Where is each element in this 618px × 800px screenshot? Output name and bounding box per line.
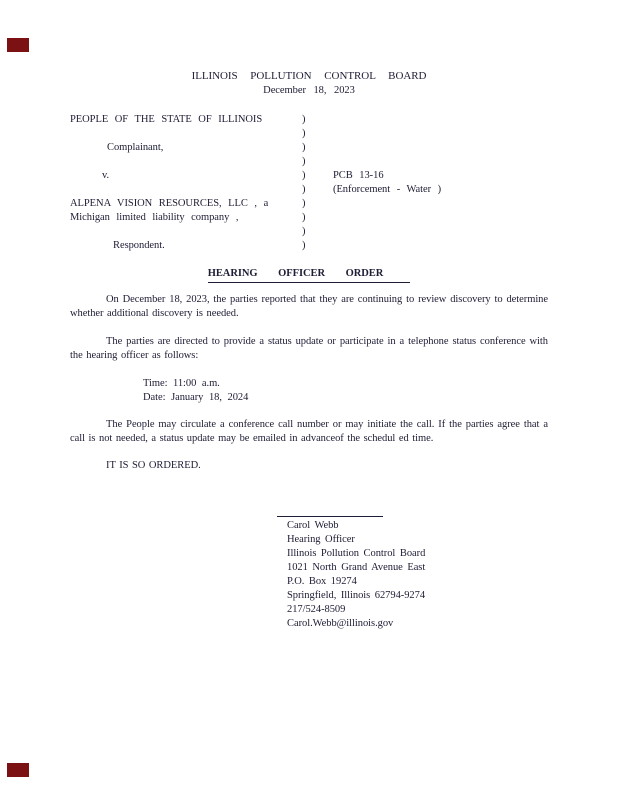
order-heading: HEARING OFFICER ORDER <box>208 267 411 283</box>
signer-address-street: 1021 North Grand Avenue East <box>287 562 426 573</box>
signature-line <box>277 516 383 517</box>
caption-paren: ) <box>302 170 306 181</box>
caption-row <box>70 169 548 183</box>
respondent-name-line1: ALPENA VISION RESOURCES, LLC , a <box>70 198 269 209</box>
paragraph-status-directive: The parties are directed to provide a status update or participate in a telephone status conference with the hearing officer as follows: <box>70 336 548 361</box>
conference-time: Time: 11:00 a.m. <box>143 378 220 389</box>
caption-row <box>70 155 548 169</box>
caption-paren: ) <box>302 142 306 153</box>
caption-paren: ) <box>302 114 306 125</box>
caption-row <box>70 183 548 197</box>
caption-row <box>70 141 548 155</box>
red-scan-mark-top <box>7 38 29 52</box>
signer-phone: 217/524-8509 <box>287 604 346 615</box>
respondent-name-line2: Michigan limited liability company , <box>70 212 239 223</box>
red-scan-mark-bottom <box>7 763 29 777</box>
caption-row <box>70 225 548 239</box>
caption-paren: ) <box>302 156 306 167</box>
order-heading-wrap <box>0 267 618 283</box>
case-caption <box>70 113 548 253</box>
caption-row <box>70 113 548 127</box>
caption-paren: ) <box>302 128 306 139</box>
signer-organization: Illinois Pollution Control Board <box>287 548 426 559</box>
paragraph-discovery-status: On December 18, 2023, the parties reported that they are continuing to review discovery to determine whether additional discovery is needed. <box>70 294 548 319</box>
board-title: ILLINOIS POLLUTION CONTROL BOARD <box>191 70 427 82</box>
caption-row <box>70 197 548 211</box>
signer-title: Hearing Officer <box>287 534 355 545</box>
respondent-label: Respondent. <box>113 240 165 251</box>
caption-paren: ) <box>302 198 306 209</box>
signer-address-pobox: P.O. Box 19274 <box>287 576 357 587</box>
caption-paren: ) <box>302 184 306 195</box>
conference-schedule <box>143 377 248 405</box>
so-ordered-statement: IT IS SO ORDERED. <box>106 460 201 471</box>
complainant-name: PEOPLE OF THE STATE OF ILLINOIS <box>70 114 263 125</box>
conference-date: Date: January 18, 2024 <box>143 392 249 403</box>
caption-paren: ) <box>302 212 306 223</box>
versus-label: v. <box>102 170 110 181</box>
case-number: PCB 13-16 <box>333 170 384 181</box>
caption-paren: ) <box>302 226 306 237</box>
signer-address-city: Springfield, Illinois 62794-9274 <box>287 590 426 601</box>
signature-block <box>287 519 425 631</box>
paragraph-call-instructions: The People may circulate a conference call number or may initiate the call. If the parties agree that a call is not needed, a status update may be emailed in advanceof the schedul ed time. <box>70 419 548 444</box>
complainant-label: Complainant, <box>107 142 164 153</box>
caption-row <box>70 239 548 253</box>
caption-row <box>70 127 548 141</box>
order-date: December 18, 2023 <box>263 85 355 96</box>
caption-paren: ) <box>302 240 306 251</box>
signer-name: Carol Webb <box>287 520 339 531</box>
case-type: (Enforcement - Water ) <box>333 184 442 195</box>
signer-email: Carol.Webb@illinois.gov <box>287 618 394 629</box>
caption-row <box>70 211 548 225</box>
